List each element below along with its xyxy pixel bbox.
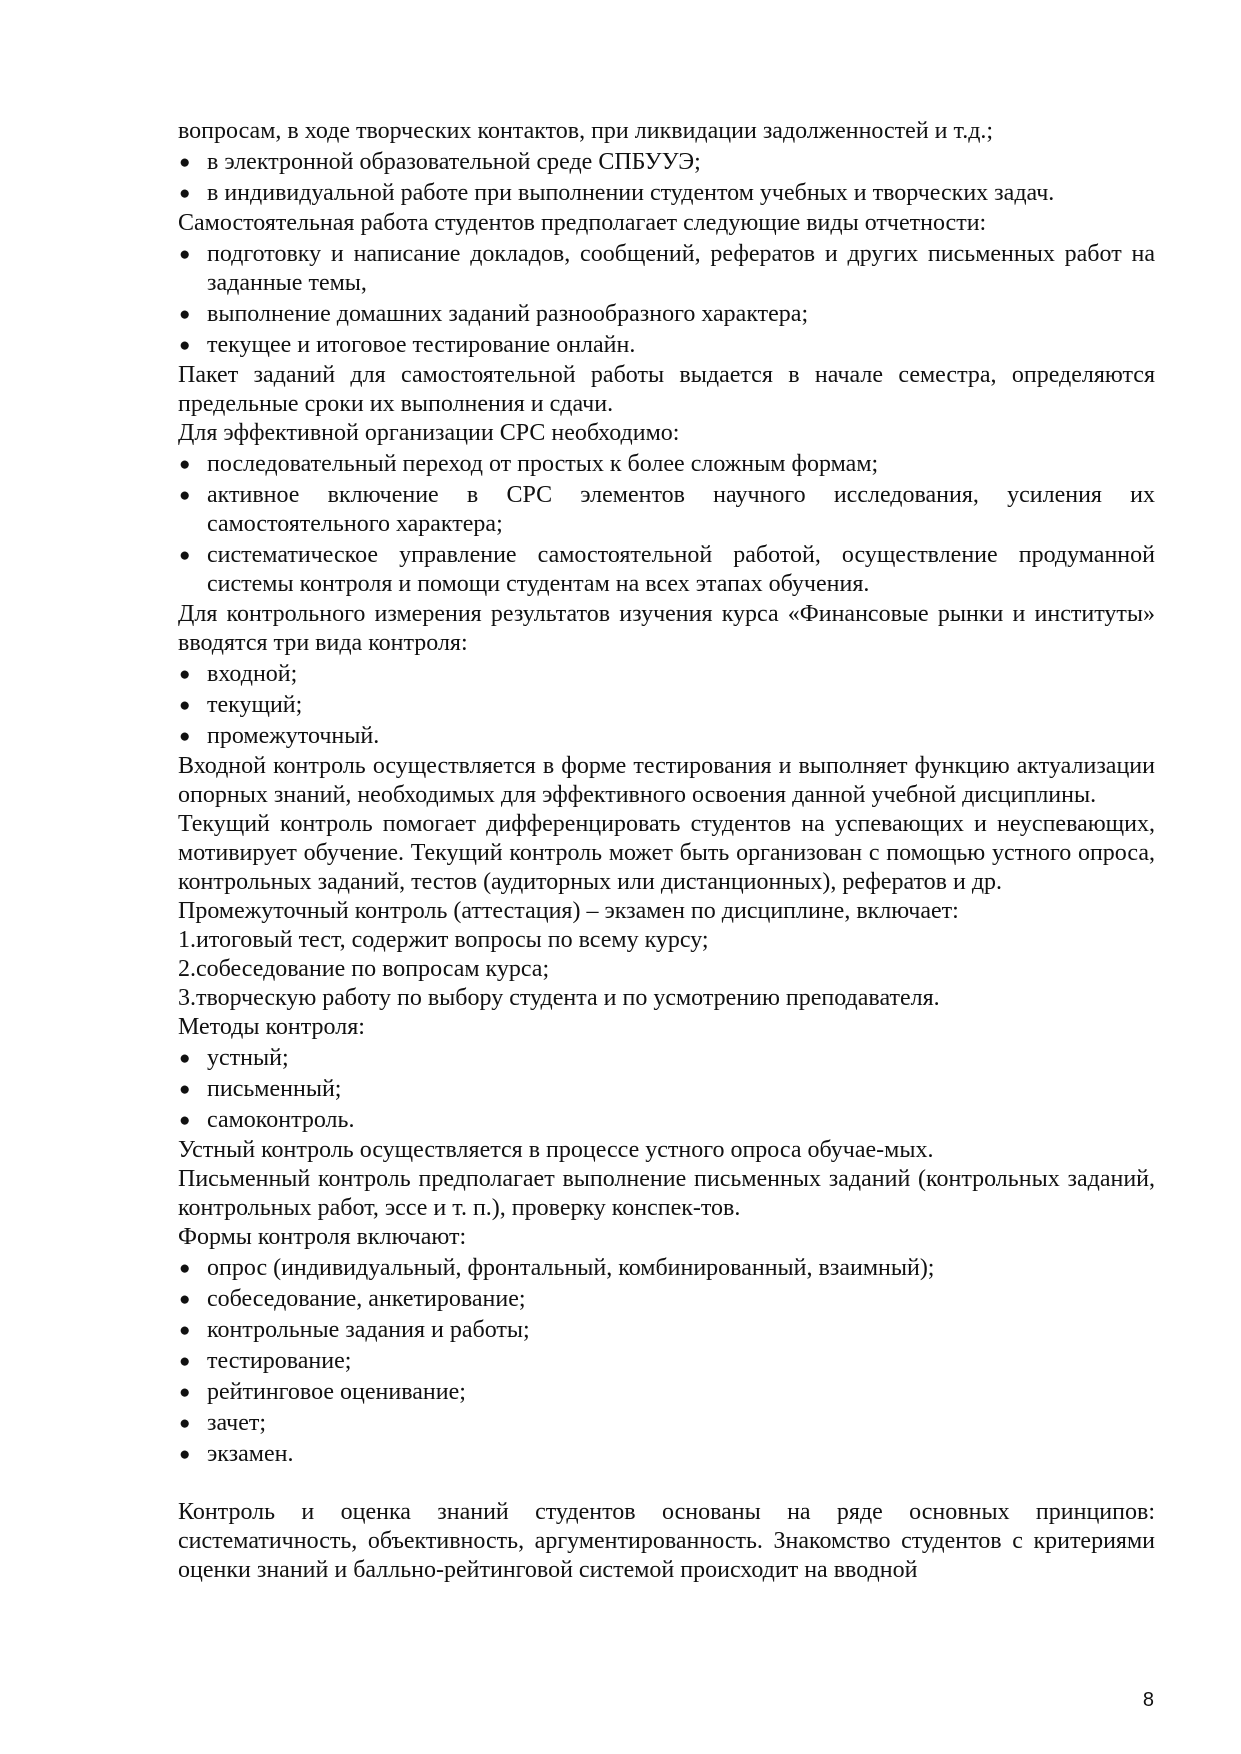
bullet-icon: ● <box>179 1110 191 1131</box>
bullet-icon: ● <box>179 1289 191 1310</box>
bullet-text: устный; <box>207 1045 289 1071</box>
paragraph: Входной контроль осуществляется в форме тестирования и выполняет функцию актуализации опорных знаний, необходимых для эффективного освоения данной учебной дисциплины. <box>178 753 1155 808</box>
bullet-item <box>178 691 1155 720</box>
bullet-item <box>178 1440 1155 1469</box>
bullet-icon: ● <box>179 1320 191 1341</box>
bullet-icon: ● <box>179 1444 191 1465</box>
paragraph: 1.итоговый тест, содержит вопросы по всему курсу; <box>178 927 709 953</box>
page-number: 8 <box>1142 1689 1154 1711</box>
bullet-text: текущий; <box>207 692 303 718</box>
bullet-icon: ● <box>179 726 191 747</box>
bullet-text: рейтинговое оценивание; <box>207 1379 466 1405</box>
bullet-icon: ● <box>179 244 191 265</box>
bullet-icon: ● <box>179 545 191 566</box>
bullet-item <box>178 1409 1155 1438</box>
paragraph: вопросам, в ходе творческих контактов, при ликвидации задолженностей и т.д.; <box>178 118 994 144</box>
bullet-item <box>178 1075 1155 1104</box>
bullet-text: собеседование, анкетирование; <box>207 1286 526 1312</box>
bullet-text: промежуточный. <box>207 723 380 749</box>
bullet-text: подготовку и написание докладов, сообщений, рефератов и других письменных работ на заданные темы, <box>207 241 1155 296</box>
bullet-text: текущее и итоговое тестирование онлайн. <box>207 332 636 358</box>
bullet-text: зачет; <box>207 1410 267 1436</box>
bullet-item <box>178 722 1155 751</box>
bullet-icon: ● <box>179 1258 191 1279</box>
bullet-item <box>178 1254 1155 1283</box>
bullet-text: выполнение домашних заданий разнообразного характера; <box>207 301 809 327</box>
paragraph: 3.творческую работу по выбору студента и по усмотрению преподавателя. <box>178 985 940 1011</box>
bullet-icon: ● <box>179 454 191 475</box>
paragraph: Промежуточный контроль (аттестация) – экзамен по дисциплине, включает: <box>178 898 959 924</box>
paragraph: Письменный контроль предполагает выполнение письменных заданий (контрольных заданий, контрольных работ, эссе и т. п.), проверку конспек-тов. <box>178 1166 1155 1221</box>
paragraph-gap <box>178 1470 1155 1498</box>
bullet-item <box>178 1106 1155 1135</box>
bullet-item <box>178 481 1155 539</box>
bullet-item <box>178 300 1155 329</box>
bullet-icon: ● <box>179 664 191 685</box>
bullet-icon: ● <box>179 335 191 356</box>
paragraph: Формы контроля включают: <box>178 1224 467 1250</box>
bullet-item <box>178 660 1155 689</box>
bullet-text: тестирование; <box>207 1348 352 1374</box>
bullet-icon: ● <box>179 183 191 204</box>
bullet-item <box>178 541 1155 599</box>
bullet-text: письменный; <box>207 1076 342 1102</box>
bullet-icon: ● <box>179 1382 191 1403</box>
bullet-item <box>178 1044 1155 1073</box>
paragraph: Самостоятельная работа студентов предполагает следующие виды отчетности: <box>178 210 987 236</box>
bullet-text: контрольные задания и работы; <box>207 1317 530 1343</box>
bullet-icon: ● <box>179 1079 191 1100</box>
bullet-text: в индивидуальной работе при выполнении студентом учебных и творческих задач. <box>207 180 1055 206</box>
bullet-text: последовательный переход от простых к более сложным формам; <box>207 451 879 477</box>
bullet-text: в электронной образовательной среде СПБУУЭ; <box>207 149 701 175</box>
bullet-text: входной; <box>207 661 298 687</box>
bullet-item <box>178 240 1155 298</box>
page-body <box>178 117 1155 1585</box>
bullet-text: экзамен. <box>207 1441 294 1467</box>
paragraph: Для эффективной организации СРС необходимо: <box>178 420 680 446</box>
paragraph: 2.собеседование по вопросам курса; <box>178 956 550 982</box>
bullet-icon: ● <box>179 152 191 173</box>
bullet-icon: ● <box>179 485 191 506</box>
paragraph: Устный контроль осуществляется в процессе устного опроса обучае-мых. <box>178 1137 934 1163</box>
paragraph: Контроль и оценка знаний студентов основаны на ряде основных принципов: систематичность, объективность, аргументированность. Знакомство студентов с критериями оценки знаний и балльно-рейтинговой системой происходит на вводной <box>178 1499 1155 1583</box>
bullet-item <box>178 1347 1155 1376</box>
bullet-text: самоконтроль. <box>207 1107 355 1133</box>
bullet-item <box>178 148 1155 177</box>
bullet-item <box>178 1378 1155 1407</box>
paragraph: Пакет заданий для самостоятельной работы выдается в начале семестра, определяются предельные сроки их выполнения и сдачи. <box>178 362 1155 417</box>
bullet-text: систематическое управление самостоятельной работой, осуществление продуманной системы контроля и помощи студентам на всех этапах обучения. <box>207 542 1155 597</box>
paragraph: Методы контроля: <box>178 1014 365 1040</box>
bullet-item <box>178 450 1155 479</box>
bullet-item <box>178 179 1155 208</box>
paragraph: Для контрольного измерения результатов изучения курса «Финансовые рынки и институты» вводятся три вида контроля: <box>178 601 1155 656</box>
bullet-item <box>178 1285 1155 1314</box>
bullet-icon: ● <box>179 1048 191 1069</box>
bullet-icon: ● <box>179 304 191 325</box>
bullet-icon: ● <box>179 695 191 716</box>
bullet-text: активное включение в СРС элементов научного исследования, усиления их самостоятельного характера; <box>207 482 1155 537</box>
bullet-icon: ● <box>179 1351 191 1372</box>
bullet-item <box>178 1316 1155 1345</box>
bullet-item <box>178 331 1155 360</box>
bullet-icon: ● <box>179 1413 191 1434</box>
paragraph: Текущий контроль помогает дифференцировать студентов на успевающих и неуспевающих, мотивирует обучение. Текущий контроль может быть организован с помощью устного опроса, контрольных заданий, тестов (аудиторных или дистанционных), рефератов и др. <box>178 811 1155 895</box>
bullet-text: опрос (индивидуальный, фронтальный, комбинированный, взаимный); <box>207 1255 935 1281</box>
